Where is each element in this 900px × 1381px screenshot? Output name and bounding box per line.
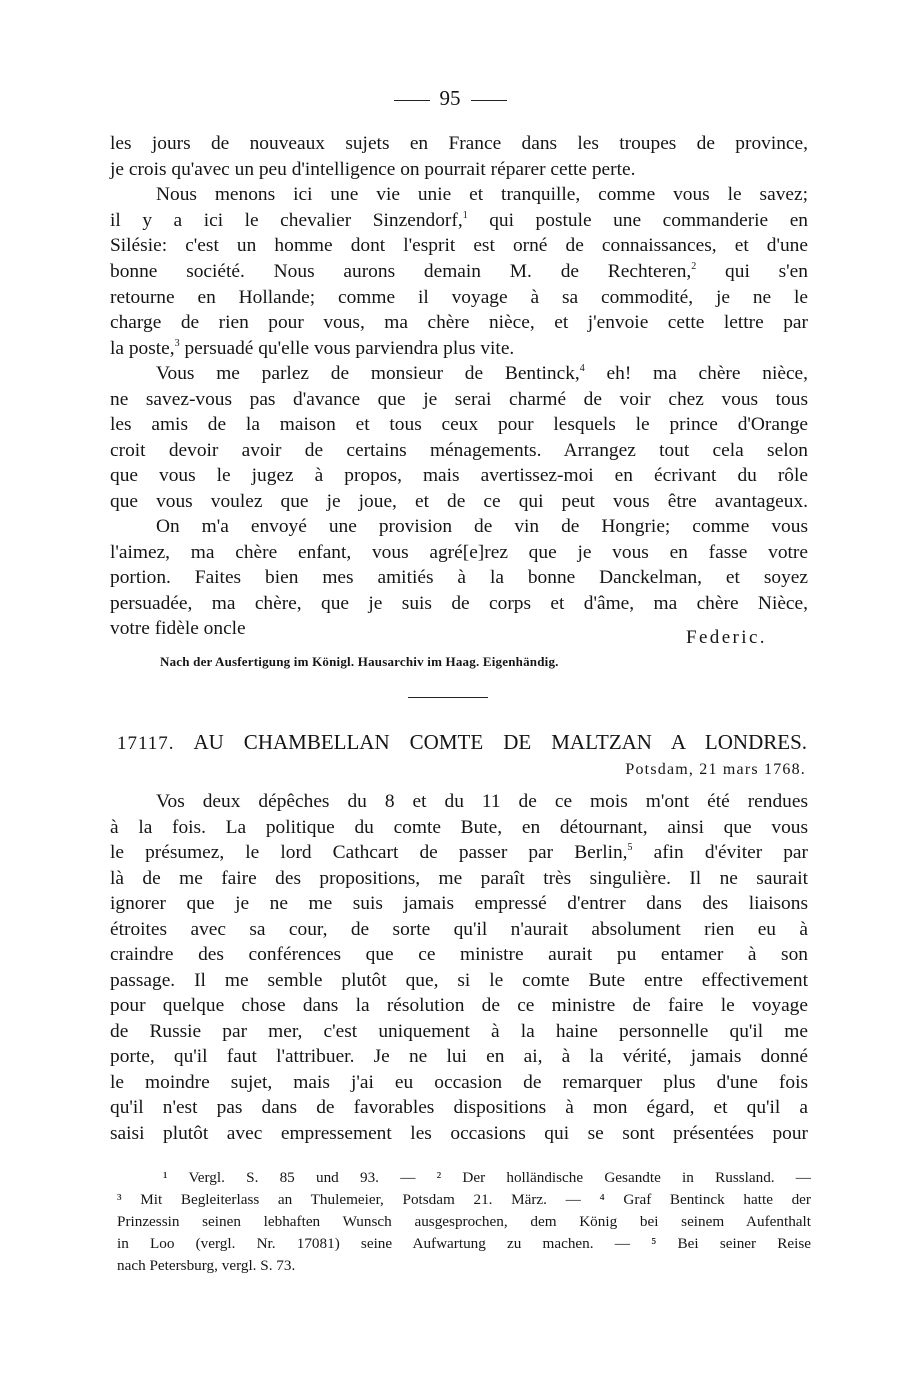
footnote-line: ¹ Vergl. S. 85 und 93. — ² Der holländische Gesandte in Russland. — bbox=[163, 1169, 811, 1186]
text-line: l'aimez, ma chère enfant, vous agré[e]rez que je vous en fasse votre bbox=[110, 542, 808, 563]
letter-heading bbox=[117, 730, 807, 755]
footnote-marker: 4 bbox=[579, 363, 585, 374]
text-line: que vous le jugez à propos, mais avertissez-moi en écrivant du rôle bbox=[110, 465, 808, 486]
text-line: les jours de nouveaux sujets en France dans les troupes de province, bbox=[110, 133, 808, 154]
text-line: On m'a envoyé une provision de vin de Hongrie; comme vous bbox=[156, 516, 808, 537]
text-line: persuadée, ma chère, que je suis de corps et d'âme, ma chère Nièce, bbox=[110, 593, 808, 614]
text-line: Vous me parlez de monsieur de Bentinck,$^4$ eh! ma chère nièce, bbox=[156, 363, 809, 384]
text-line: il y a ici le chevalier Sinzendorf,$^1$ qui postule une commanderie en bbox=[110, 210, 809, 231]
footnote-marker: 2 bbox=[691, 261, 697, 272]
text-line: saisi plutôt avec empressement les occasions qui se sont présentées pour bbox=[110, 1123, 808, 1144]
text-line: ignorer que je ne me suis jamais empressé d'entrer dans des liaisons bbox=[110, 893, 808, 914]
page-number-dash-left bbox=[394, 100, 430, 101]
text-line: retourne en Hollande; comme il voyage à sa commodité, je ne le bbox=[110, 287, 808, 308]
text-line: craindre des conférences que ce ministre aurait pu entamer à son bbox=[110, 944, 808, 965]
page-number-value: 95 bbox=[439, 86, 461, 110]
text-line: à la fois. La politique du comte Bute, en détournant, ainsi que vous bbox=[110, 817, 808, 838]
text-line: je crois qu'avec un peu d'intelligence on pourrait réparer cette perte. bbox=[110, 159, 636, 180]
letter-dateline: Potsdam, 21 mars 1768. bbox=[625, 761, 806, 778]
section-separator bbox=[408, 697, 488, 698]
text-line: passage. Il me semble plutôt que, si le comte Bute entre effectivement bbox=[110, 970, 808, 991]
text-line: Silésie: c'est un homme dont l'esprit est orné de connaissances, et d'une bbox=[110, 235, 808, 256]
text-line: les amis de la maison et tous ceux pour lesquels le prince d'Orange bbox=[110, 414, 808, 435]
text-line: votre fidèle oncle bbox=[110, 618, 246, 639]
text-line: le moindre sujet, mais j'ai eu occasion de remarquer plus d'une fois bbox=[110, 1072, 808, 1093]
text-line: que vous voulez que je joue, et de ce qui peut vous être avantageux. bbox=[110, 491, 808, 512]
footnote-marker: 1 bbox=[462, 210, 468, 221]
letter-title: AU CHAMBELLAN COMTE DE MALTZAN A LONDRES. bbox=[193, 730, 807, 754]
footnote-line: nach Petersburg, vergl. S. 73. bbox=[117, 1257, 296, 1274]
text-line: la poste,$^3$ persuadé qu'elle vous parviendra plus vite. bbox=[110, 338, 515, 359]
text-line: qu'il n'est pas dans de favorables dispositions à mon égard, et qu'il a bbox=[110, 1097, 808, 1118]
text-line: croit devoir avoir de certains ménagements. Arrangez tout cela selon bbox=[110, 440, 808, 461]
signature: Federic. bbox=[686, 627, 767, 648]
text-line: bonne société. Nous aurons demain M. de Rechteren,$^2$ qui s'en bbox=[110, 261, 808, 282]
text-line: pour quelque chose dans la résolution de ce ministre de faire le voyage bbox=[110, 995, 808, 1016]
text-line: Nous menons ici une vie unie et tranquille, comme vous le savez; bbox=[156, 184, 808, 205]
footnote-line: in Loo (vergl. Nr. 17081) seine Aufwartung zu machen. — ⁵ Bei seiner Reise bbox=[117, 1235, 811, 1252]
text-line: ne savez-vous pas d'avance que je serai charmé de voir chez vous tous bbox=[110, 389, 808, 410]
footnote-line: Prinzessin seinen lebhaften Wunsch ausgesprochen, dem König bei seinem Aufenthalt bbox=[117, 1213, 811, 1230]
source-note: Nach der Ausfertigung im Königl. Hausarchiv im Haag. Eigenhändig. bbox=[160, 654, 559, 669]
text-line: là de me faire des propositions, me paraît très singulière. Il ne saurait bbox=[110, 868, 808, 889]
footnote-marker: 5 bbox=[627, 842, 633, 853]
text-line: porte, qu'il faut l'attribuer. Je ne lui en ai, à la vérité, jamais donné bbox=[110, 1046, 808, 1067]
text-line: charge de rien pour vous, ma chère nièce, et j'envoie cette lettre par bbox=[110, 312, 808, 333]
text-line: de Russie par mer, c'est uniquement à la haine personnelle qu'il me bbox=[110, 1021, 808, 1042]
letter-number: 17117. bbox=[117, 733, 175, 754]
text-line: portion. Faites bien mes amitiés à la bonne Danckelman, et soyez bbox=[110, 567, 808, 588]
text-line: Vos deux dépêches du 8 et du 11 de ce mois m'ont été rendues bbox=[156, 791, 808, 812]
page-number-dash-right bbox=[471, 100, 507, 101]
footnote-marker: 3 bbox=[174, 338, 180, 349]
text-line: étroites avec sa cour, de sorte qu'il n'aurait absolument rien eu à bbox=[110, 919, 808, 940]
text-line: le présumez, le lord Cathcart de passer par Berlin,$^5$ afin d'éviter par bbox=[110, 842, 808, 863]
page-number bbox=[0, 86, 900, 111]
footnote-line: ³ Mit Begleiterlass an Thulemeier, Potsdam 21. März. — ⁴ Graf Bentinck hatte der bbox=[117, 1191, 811, 1208]
